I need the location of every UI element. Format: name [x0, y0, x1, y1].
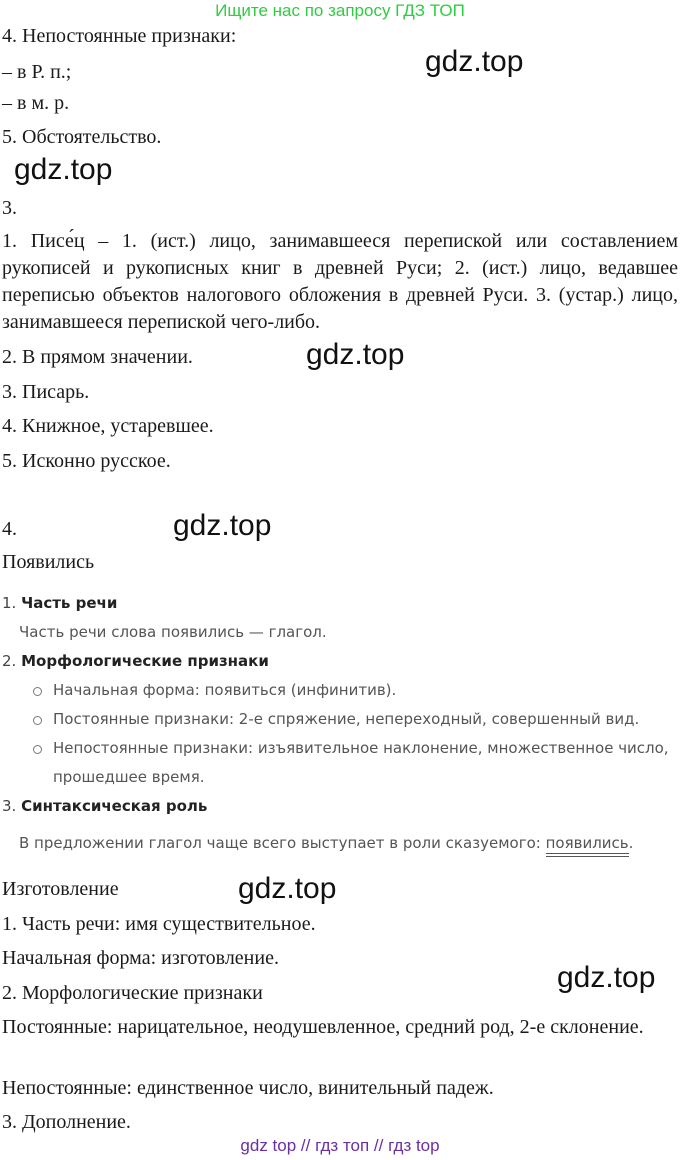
part3-sentence: В предложении глагол чаще всего выступает в роли сказуемого:: [19, 834, 546, 852]
text-line: Непостоянные: единственное число, винительный падеж.: [2, 1077, 494, 1099]
part3-period: .: [628, 834, 634, 852]
bullet-icon: [33, 716, 42, 725]
text-line: 3. Дополнение.: [2, 1111, 131, 1133]
bullet-text: Начальная форма: появиться (инфинитив).: [53, 681, 397, 699]
part1-number: 1.: [2, 594, 17, 612]
analyzed-word: Изготовление: [2, 878, 119, 900]
predicate-word: появились: [546, 834, 629, 857]
text-line: 5. Исконно русское.: [2, 450, 171, 472]
watermark: gdz.top: [238, 872, 337, 905]
bullet-text: Непостоянные признаки: изъявительное наклонение, множественное число,: [53, 739, 669, 757]
text-line: 3. Писарь.: [2, 381, 90, 403]
analyzed-word: Появились: [2, 551, 95, 573]
text-line: 1. Часть речи: имя существительное.: [2, 913, 316, 935]
part1-heading: [2, 594, 117, 612]
text-line: 5. Обстоятельство.: [2, 126, 162, 148]
text-line: 2. Морфологические признаки: [2, 982, 263, 1004]
part2-heading: [2, 652, 269, 670]
footer-links[interactable]: gdz top // гдз топ // гдз top: [240, 1136, 440, 1155]
bullet-text-continued: прошедшее время.: [53, 768, 205, 786]
text-line: Начальная форма: изготовление.: [2, 947, 279, 969]
text-paragraph: Постоянные: нарицательное, неодушевленное, средний род, 2-е склонение.: [2, 1016, 644, 1038]
watermark: gdz.top: [425, 45, 524, 78]
bullet-text: Постоянные признаки: 2-е спряжение, непереходный, совершенный вид.: [53, 710, 640, 728]
bullet-icon: [33, 745, 42, 754]
watermark: gdz.top: [557, 961, 656, 994]
text-line: 4. Непостоянные признаки:: [2, 25, 237, 47]
text-line: 4. Книжное, устаревшее.: [2, 415, 214, 437]
part1-title: Часть речи: [21, 594, 118, 612]
part3-title: Синтаксическая роль: [21, 797, 208, 815]
bullet-icon: [33, 687, 42, 696]
part1-text: Часть речи слова появились — глагол.: [19, 623, 327, 641]
definition-paragraph: 1. Писе́ц – 1. (ист.) лицо, занимавшееся перепиской или составлением рукописей и рукописных книг в древней Руси; 2. (ист.) лицо, ведавшее переписью объектов налогового обложения в древней Руси. 3. (устар.) лицо, занимавшееся перепиской чего-либо.: [2, 230, 678, 333]
part3-number: 3.: [2, 797, 17, 815]
watermark: gdz.top: [306, 338, 405, 371]
top-banner[interactable]: Ищите нас по запросу ГДЗ ТОП: [215, 1, 465, 20]
text-line: – в м. р.: [2, 92, 70, 114]
watermark: gdz.top: [173, 509, 272, 542]
part2-number: 2.: [2, 652, 17, 670]
part3-text: [19, 834, 633, 852]
part2-title: Морфологические признаки: [21, 652, 269, 670]
watermark: gdz.top: [14, 153, 113, 186]
text-line: 2. В прямом значении.: [2, 346, 193, 368]
section-number: 4.: [2, 518, 17, 540]
section-number: 3.: [2, 197, 17, 219]
text-line: – в Р. п.;: [2, 61, 72, 83]
part3-heading: [2, 797, 207, 815]
